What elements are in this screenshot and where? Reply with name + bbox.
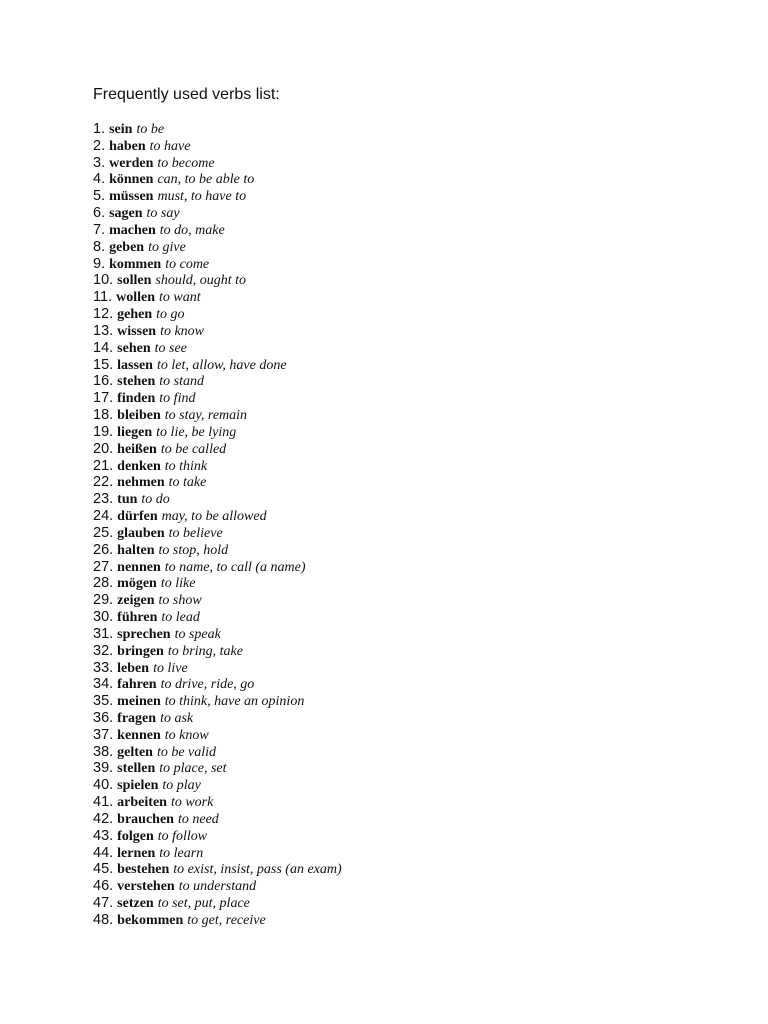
- verb-english: to follow: [157, 828, 208, 844]
- list-item: [93, 676, 342, 693]
- verb-number: 1.: [93, 121, 106, 137]
- verb-german: zeigen: [117, 593, 155, 609]
- verb-german: tun: [117, 492, 138, 508]
- list-item: [93, 609, 342, 626]
- verb-number: 44.: [93, 844, 114, 861]
- verb-german: nehmen: [117, 475, 165, 491]
- list-item: [93, 878, 342, 895]
- verb-number: 47.: [93, 895, 114, 912]
- verb-number: 18.: [93, 407, 114, 424]
- verb-number: 39.: [93, 760, 114, 777]
- list-item: [93, 626, 342, 643]
- verb-english: to stand: [159, 374, 205, 390]
- verb-german: müssen: [109, 189, 154, 205]
- verb-english: to get, receive: [187, 912, 266, 928]
- verb-german: kennen: [117, 727, 161, 743]
- verb-number: 36.: [93, 709, 114, 726]
- list-item: [93, 525, 342, 542]
- verb-number: 29.: [93, 592, 114, 609]
- verb-german: stehen: [117, 374, 156, 390]
- list-item: [93, 407, 342, 424]
- verb-german: denken: [117, 458, 161, 474]
- verb-number: 3.: [93, 154, 106, 171]
- verb-number: 9.: [93, 255, 106, 272]
- list-item: [93, 155, 342, 172]
- verb-english: to let, allow, have done: [156, 357, 287, 373]
- verb-german: brauchen: [117, 811, 174, 827]
- list-item: [93, 239, 342, 256]
- verb-english: to become: [157, 155, 215, 171]
- verb-number: 15.: [93, 356, 114, 373]
- verb-german: gehen: [117, 307, 153, 323]
- list-item: [93, 373, 342, 390]
- verb-english: to do, make: [159, 222, 225, 238]
- verb-english: to be called: [160, 441, 227, 457]
- verb-number: 10.: [93, 272, 114, 289]
- list-item: [93, 222, 342, 239]
- verb-german: sagen: [109, 206, 143, 222]
- list-item: [93, 828, 342, 845]
- verb-german: glauben: [117, 525, 165, 541]
- verb-english: to name, to call (a name): [164, 559, 306, 575]
- list-item: [93, 188, 342, 205]
- verb-number: 21.: [93, 457, 114, 474]
- verb-number: 28.: [93, 575, 114, 592]
- list-item: [93, 811, 342, 828]
- verb-english: to think, have an opinion: [164, 694, 305, 710]
- list-item: [93, 474, 342, 491]
- verb-english: to like: [160, 576, 196, 592]
- list-item: [93, 306, 342, 323]
- verb-english: to stop, hold: [158, 542, 229, 558]
- verb-german: bekommen: [117, 912, 184, 928]
- list-item: [93, 575, 342, 592]
- verb-german: sein: [109, 122, 133, 137]
- list-item: [93, 794, 342, 811]
- verb-number: 37.: [93, 726, 114, 743]
- verb-english: to live: [153, 660, 188, 676]
- verb-german: kommen: [109, 256, 162, 272]
- verb-german: machen: [109, 222, 156, 238]
- verb-german: mögen: [117, 576, 157, 592]
- list-item: [93, 424, 342, 441]
- verb-number: 27.: [93, 558, 114, 575]
- verb-english: to think: [164, 458, 208, 474]
- list-item: [93, 205, 342, 222]
- list-item: [93, 643, 342, 660]
- verb-english: to bring, take: [167, 643, 243, 659]
- verb-english: to come: [165, 256, 210, 272]
- verb-number: 12.: [93, 306, 114, 323]
- verb-english: may, to be allowed: [161, 509, 267, 525]
- verb-english: to ask: [160, 710, 194, 726]
- verb-number: 8.: [93, 238, 106, 255]
- verb-english: to see: [154, 340, 187, 356]
- verb-number: 2.: [93, 137, 106, 154]
- list-item: [93, 895, 342, 912]
- verb-english: to go: [156, 307, 185, 323]
- verb-german: lassen: [117, 357, 153, 373]
- verb-german: führen: [117, 610, 158, 626]
- verb-english: to learn: [159, 845, 204, 861]
- verb-english: to drive, ride, go: [160, 677, 255, 693]
- verb-english: to know: [160, 323, 205, 339]
- list-item: [93, 357, 342, 374]
- verb-german: bleiben: [117, 408, 161, 424]
- verb-list: [93, 121, 342, 929]
- verb-number: 22.: [93, 474, 114, 491]
- verb-german: lernen: [117, 845, 156, 861]
- list-item: [93, 390, 342, 407]
- verb-english: must, to have to: [157, 189, 247, 205]
- verb-english: to give: [148, 239, 186, 255]
- verb-german: haben: [109, 138, 146, 154]
- verb-german: sehen: [117, 340, 151, 356]
- verb-german: folgen: [117, 828, 154, 844]
- verb-number: 6.: [93, 205, 106, 222]
- verb-english: should, ought to: [155, 273, 247, 289]
- verb-number: 20.: [93, 440, 114, 457]
- verb-number: 24.: [93, 508, 114, 525]
- list-item: [93, 121, 342, 138]
- verb-number: 25.: [93, 524, 114, 541]
- list-item: [93, 272, 342, 289]
- verb-german: bringen: [117, 643, 164, 659]
- list-item: [93, 138, 342, 155]
- verb-english: to know: [164, 727, 209, 743]
- list-item: [93, 693, 342, 710]
- list-item: [93, 861, 342, 878]
- verb-number: 42.: [93, 810, 114, 827]
- verb-number: 11.: [93, 289, 113, 306]
- list-item: [93, 660, 342, 677]
- verb-number: 45.: [93, 861, 114, 878]
- verb-number: 31.: [93, 625, 114, 642]
- verb-german: halten: [117, 542, 155, 558]
- verb-german: meinen: [117, 694, 161, 710]
- verb-english: to play: [162, 778, 201, 794]
- list-item: [93, 912, 342, 929]
- list-item: [93, 458, 342, 475]
- verb-german: wollen: [116, 290, 155, 306]
- verb-german: verstehen: [117, 879, 175, 895]
- list-item: [93, 744, 342, 761]
- verb-german: werden: [109, 155, 154, 171]
- verb-german: dürfen: [117, 509, 158, 525]
- verb-german: können: [109, 172, 154, 188]
- list-item: [93, 441, 342, 458]
- list-item: [93, 559, 342, 576]
- verb-number: 26.: [93, 541, 114, 558]
- verb-english: to want: [158, 290, 201, 306]
- verb-german: liegen: [117, 424, 153, 440]
- verb-number: 46.: [93, 878, 114, 895]
- verb-english: to be: [136, 122, 165, 137]
- verb-number: 14.: [93, 339, 114, 356]
- list-item: [93, 289, 342, 306]
- list-item: [93, 256, 342, 273]
- verb-number: 32.: [93, 642, 114, 659]
- verb-number: 48.: [93, 911, 114, 928]
- verb-english: to lie, be lying: [156, 424, 237, 440]
- list-item: [93, 777, 342, 794]
- verb-number: 16.: [93, 373, 114, 390]
- list-item: [93, 542, 342, 559]
- verb-number: 13.: [93, 322, 114, 339]
- verb-german: nennen: [117, 559, 161, 575]
- page-title: Frequently used verbs list:: [93, 86, 280, 103]
- verb-number: 19.: [93, 423, 114, 440]
- list-item: [93, 491, 342, 508]
- list-item: [93, 508, 342, 525]
- verb-german: geben: [109, 239, 145, 255]
- verb-english: to believe: [168, 525, 223, 541]
- verb-english: to understand: [178, 879, 257, 895]
- verb-english: can, to be able to: [157, 172, 255, 188]
- verb-number: 35.: [93, 693, 114, 710]
- verb-german: spielen: [117, 778, 159, 794]
- list-item: [93, 171, 342, 188]
- verb-english: to do: [141, 492, 170, 508]
- list-item: [93, 845, 342, 862]
- verb-german: finden: [117, 391, 156, 407]
- verb-number: 33.: [93, 659, 114, 676]
- verb-german: stellen: [117, 761, 156, 777]
- verb-number: 7.: [93, 221, 106, 238]
- verb-german: leben: [117, 660, 150, 676]
- list-item: [93, 760, 342, 777]
- verb-number: 30.: [93, 609, 114, 626]
- verb-english: to work: [170, 795, 214, 811]
- verb-number: 41.: [93, 794, 114, 811]
- verb-english: to show: [158, 593, 202, 609]
- verb-number: 4.: [93, 171, 106, 188]
- list-item: [93, 340, 342, 357]
- verb-number: 5.: [93, 188, 106, 205]
- verb-number: 40.: [93, 777, 114, 794]
- verb-german: sprechen: [117, 626, 171, 642]
- verb-german: fragen: [117, 710, 157, 726]
- verb-number: 34.: [93, 676, 114, 693]
- verb-english: to be valid: [156, 744, 217, 760]
- verb-english: to set, put, place: [157, 896, 250, 912]
- list-item: [93, 323, 342, 340]
- verb-german: setzen: [117, 896, 154, 912]
- verb-english: to take: [168, 475, 207, 491]
- verb-german: heißen: [117, 441, 157, 457]
- verb-number: 43.: [93, 827, 114, 844]
- verb-german: bestehen: [117, 862, 170, 878]
- verb-german: gelten: [117, 744, 153, 760]
- verb-english: to find: [159, 391, 196, 407]
- verb-english: to place, set: [159, 761, 227, 777]
- verb-english: to stay, remain: [164, 408, 248, 424]
- verb-english: to exist, insist, pass (an exam): [173, 862, 342, 878]
- verb-english: to say: [146, 206, 180, 222]
- verb-german: sollen: [117, 273, 152, 289]
- verb-english: to need: [177, 811, 219, 827]
- verb-english: to have: [149, 138, 191, 154]
- verb-german: fahren: [117, 677, 157, 693]
- list-item: [93, 592, 342, 609]
- list-item: [93, 710, 342, 727]
- list-item: [93, 727, 342, 744]
- verb-number: 17.: [93, 390, 114, 407]
- verb-german: wissen: [117, 323, 157, 339]
- verb-number: 23.: [93, 491, 114, 508]
- verb-english: to lead: [161, 610, 200, 626]
- verb-english: to speak: [174, 626, 221, 642]
- verb-number: 38.: [93, 743, 114, 760]
- verb-german: arbeiten: [117, 795, 167, 811]
